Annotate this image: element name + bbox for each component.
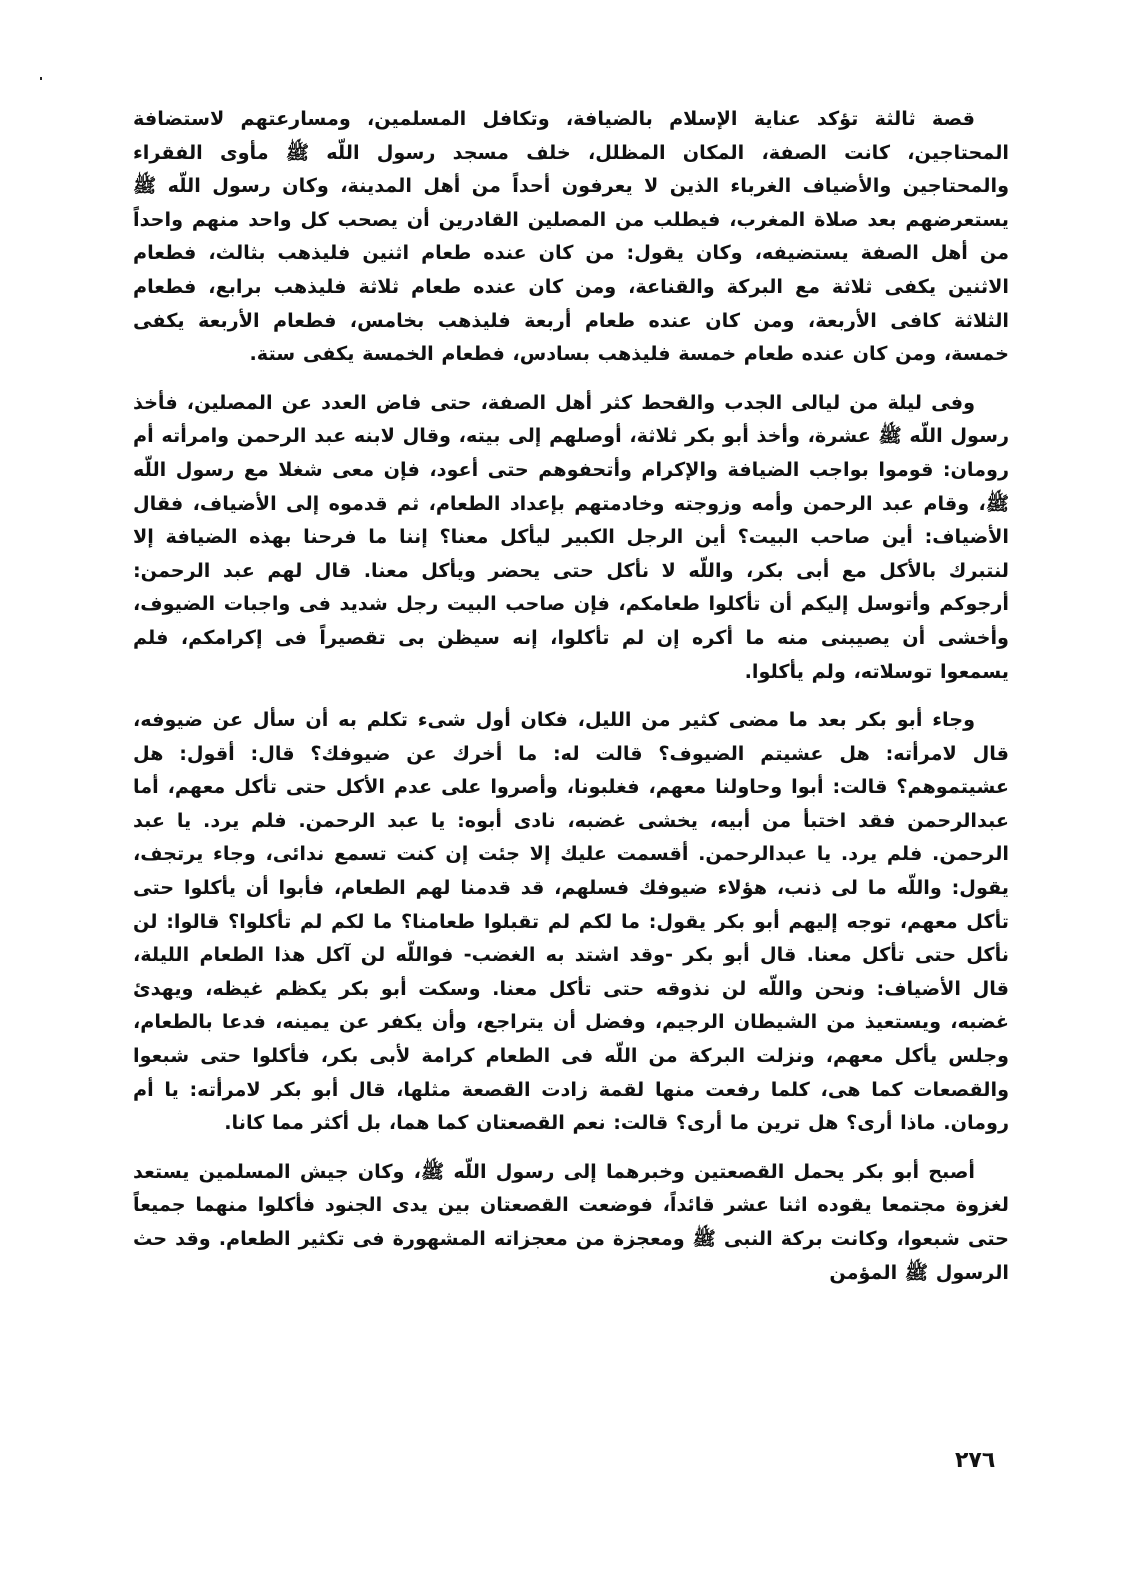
document-page	[133, 102, 1009, 1304]
page-number: ٢٧٦	[955, 1448, 996, 1473]
paragraph-1: قصة ثالثة تؤكد عناية الإسلام بالضيافة، وتكافل المسلمين، ومسارعتهم لاستضافة المحتاجين، كانت الصفة، المكان المظلل، خلف مسجد رسول اللّه ﷺ مأوى الفقراء والمحتاجين والأضياف الغرباء الذين لا يعرفون أحداً من أهل المدينة، وكان رسول اللّه ﷺ يستعرضهم بعد صلاة المغرب، فيطلب من المصلين القادرين أن يصحب كل واحد منهم واحداً من أهل الصفة يستضيفه، وكان يقول: من كان عنده طعام اثنين فليذهب بثالث، فطعام الاثنين يكفى ثلاثة مع البركة والقناعة، ومن كان عنده طعام ثلاثة فليذهب برابع، فطعام الثلاثة كافى الأربعة، ومن كان عنده طعام أربعة فليذهب بخامس، فطعام الأربعة يكفى خمسة، ومن كان عنده طعام خمسة فليذهب بسادس، فطعام الخمسة يكفى ستة.	[133, 107, 1009, 366]
paragraph-4: أصبح أبو بكر يحمل القصعتين وخبرهما إلى رسول اللّه ﷺ، وكان جيش المسلمين يستعد لغزوة مجتمعا يقوده اثنا عشر قائداً، فوضعت القصعتان بين يدى الجنود فأكلوا منهما جميعاً حتى شبعوا، وكانت بركة النبى ﷺ ومعجزة من معجزاته المشهورة فى تكثير الطعام. وقد حث الرسول ﷺ المؤمن	[133, 1159, 1009, 1284]
scan-speck	[40, 77, 42, 80]
paragraph-2: وفى ليلة من ليالى الجدب والقحط كثر أهل الصفة، حتى فاض العدد عن المصلين، فأخذ رسول اللّه ﷺ عشرة، وأخذ أبو بكر ثلاثة، أوصلهم إلى بيته، وقال لابنه عبد الرحمن وامرأته أم رومان: قوموا بواجب الضيافة والإكرام وأتحفوهم حتى أعود، فإن معى شغلا مع رسول اللّه ﷺ، وقام عبد الرحمن وأمه وزوجته وخادمتهم بإعداد الطعام، ثم قدموه إلى الأضياف، فقال الأضياف: أين صاحب البيت؟ أين الرجل الكبير ليأكل معنا؟ إننا ما فرحنا بهذه الضيافة إلا لنتبرك بالأكل مع أبى بكر، واللّه لا نأكل حتى يحضر ويأكل معنا. قال لهم عبد الرحمن: أرجوكم وأتوسل إليكم أن تأكلوا طعامكم، فإن صاحب البيت رجل شديد فى واجبات الضيوف، وأخشى أن يصيبنى منه ما أكره إن لم تأكلوا، إنه سيظن بى تقصيراً فى إكرامكم، فلم يسمعوا توسلاته، ولم يأكلوا.	[133, 390, 1009, 683]
paragraph-3: وجاء أبو بكر بعد ما مضى كثير من الليل، فكان أول شىء تكلم به أن سأل عن ضيوفه، قال لامرأته: هل عشيتم الضيوف؟ قالت له: ما أخرك عن ضيوفك؟ قال: أقول: هل عشيتموهم؟ قالت: أبوا وحاولنا معهم، فغلبونا، وأصروا على عدم الأكل حتى تأكل معهم، أما عبدالرحمن فقد اختبأ من أبيه، يخشى غضبه، نادى أبوه: يا عبد الرحمن. فلم يرد. يا عبد الرحمن. فلم يرد. يا عبدالرحمن. أقسمت عليك إلا جئت إن كنت تسمع ندائى، وجاء يرتجف، يقول: واللّه ما لى ذنب، هؤلاء ضيوفك فسلهم، قد قدمنا لهم الطعام، فأبوا أن يأكلوا حتى تأكل معهم، توجه إليهم أبو بكر يقول: ما لكم لم تقبلوا طعامنا؟ ما لكم لم تأكلوا؟ قالوا: لن نأكل حتى تأكل معنا. قال أبو بكر -وقد اشتد به الغضب- فواللّه لن آكل هذا الطعام الليلة، قال الأضياف: ونحن واللّه لن نذوقه حتى تأكل معنا. وسكت أبو بكر يكظم غيظه، ويهدئ غضبه، ويستعيذ من الشيطان الرجيم، وفضل أن يتراجع، وأن يكفر عن يمينه، فدعا بالطعام، وجلس يأكل معهم، ونزلت البركة من اللّه فى الطعام كرامة لأبى بكر، فأكلوا حتى شبعوا والقصعات كما هى، كلما رفعت منها لقمة زادت القصعة مثلها، قال أبو بكر لامرأته: يا أم رومان. ماذا أرى؟ هل ترين ما أرى؟ قالت: نعم القصعتان كما هما، بل أكثر مما كانا.	[133, 708, 1009, 1135]
